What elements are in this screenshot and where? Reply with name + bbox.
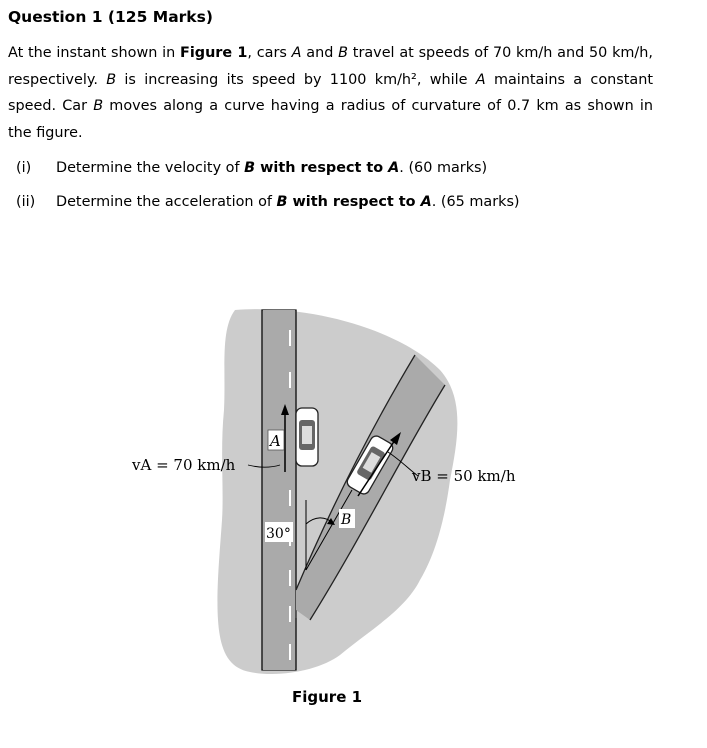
angle-label: 30° <box>266 526 291 542</box>
figure-caption: Figure 1 <box>292 688 363 706</box>
question-title: Question 1 (125 Marks) <box>8 8 213 26</box>
question-text: At the instant shown in Figure 1, cars A and B travel at speeds of 70 km/h and 50 km/h, respectively. B is increasing its speed by 1100 km/h², while A maintains a constant speed. Car B moves along a curve having a radius of curvature of 0.7 km as shown in the figure. <box>8 45 654 141</box>
car-a <box>296 408 318 466</box>
va-label: vA = 70 km/h <box>132 456 236 474</box>
part-ii: (ii) Determine the acceleration of B with respect to A. (65 marks) <box>16 194 520 210</box>
figure-1 <box>120 300 540 684</box>
car-b-label: B <box>341 512 352 528</box>
car-a-label: A <box>270 432 281 450</box>
vb-label: vB = 50 km/h <box>412 467 516 485</box>
part-i: (i) Determine the velocity of B with respect to A. (60 marks) <box>16 160 488 176</box>
figure-reference: Figure 1 <box>180 45 248 61</box>
